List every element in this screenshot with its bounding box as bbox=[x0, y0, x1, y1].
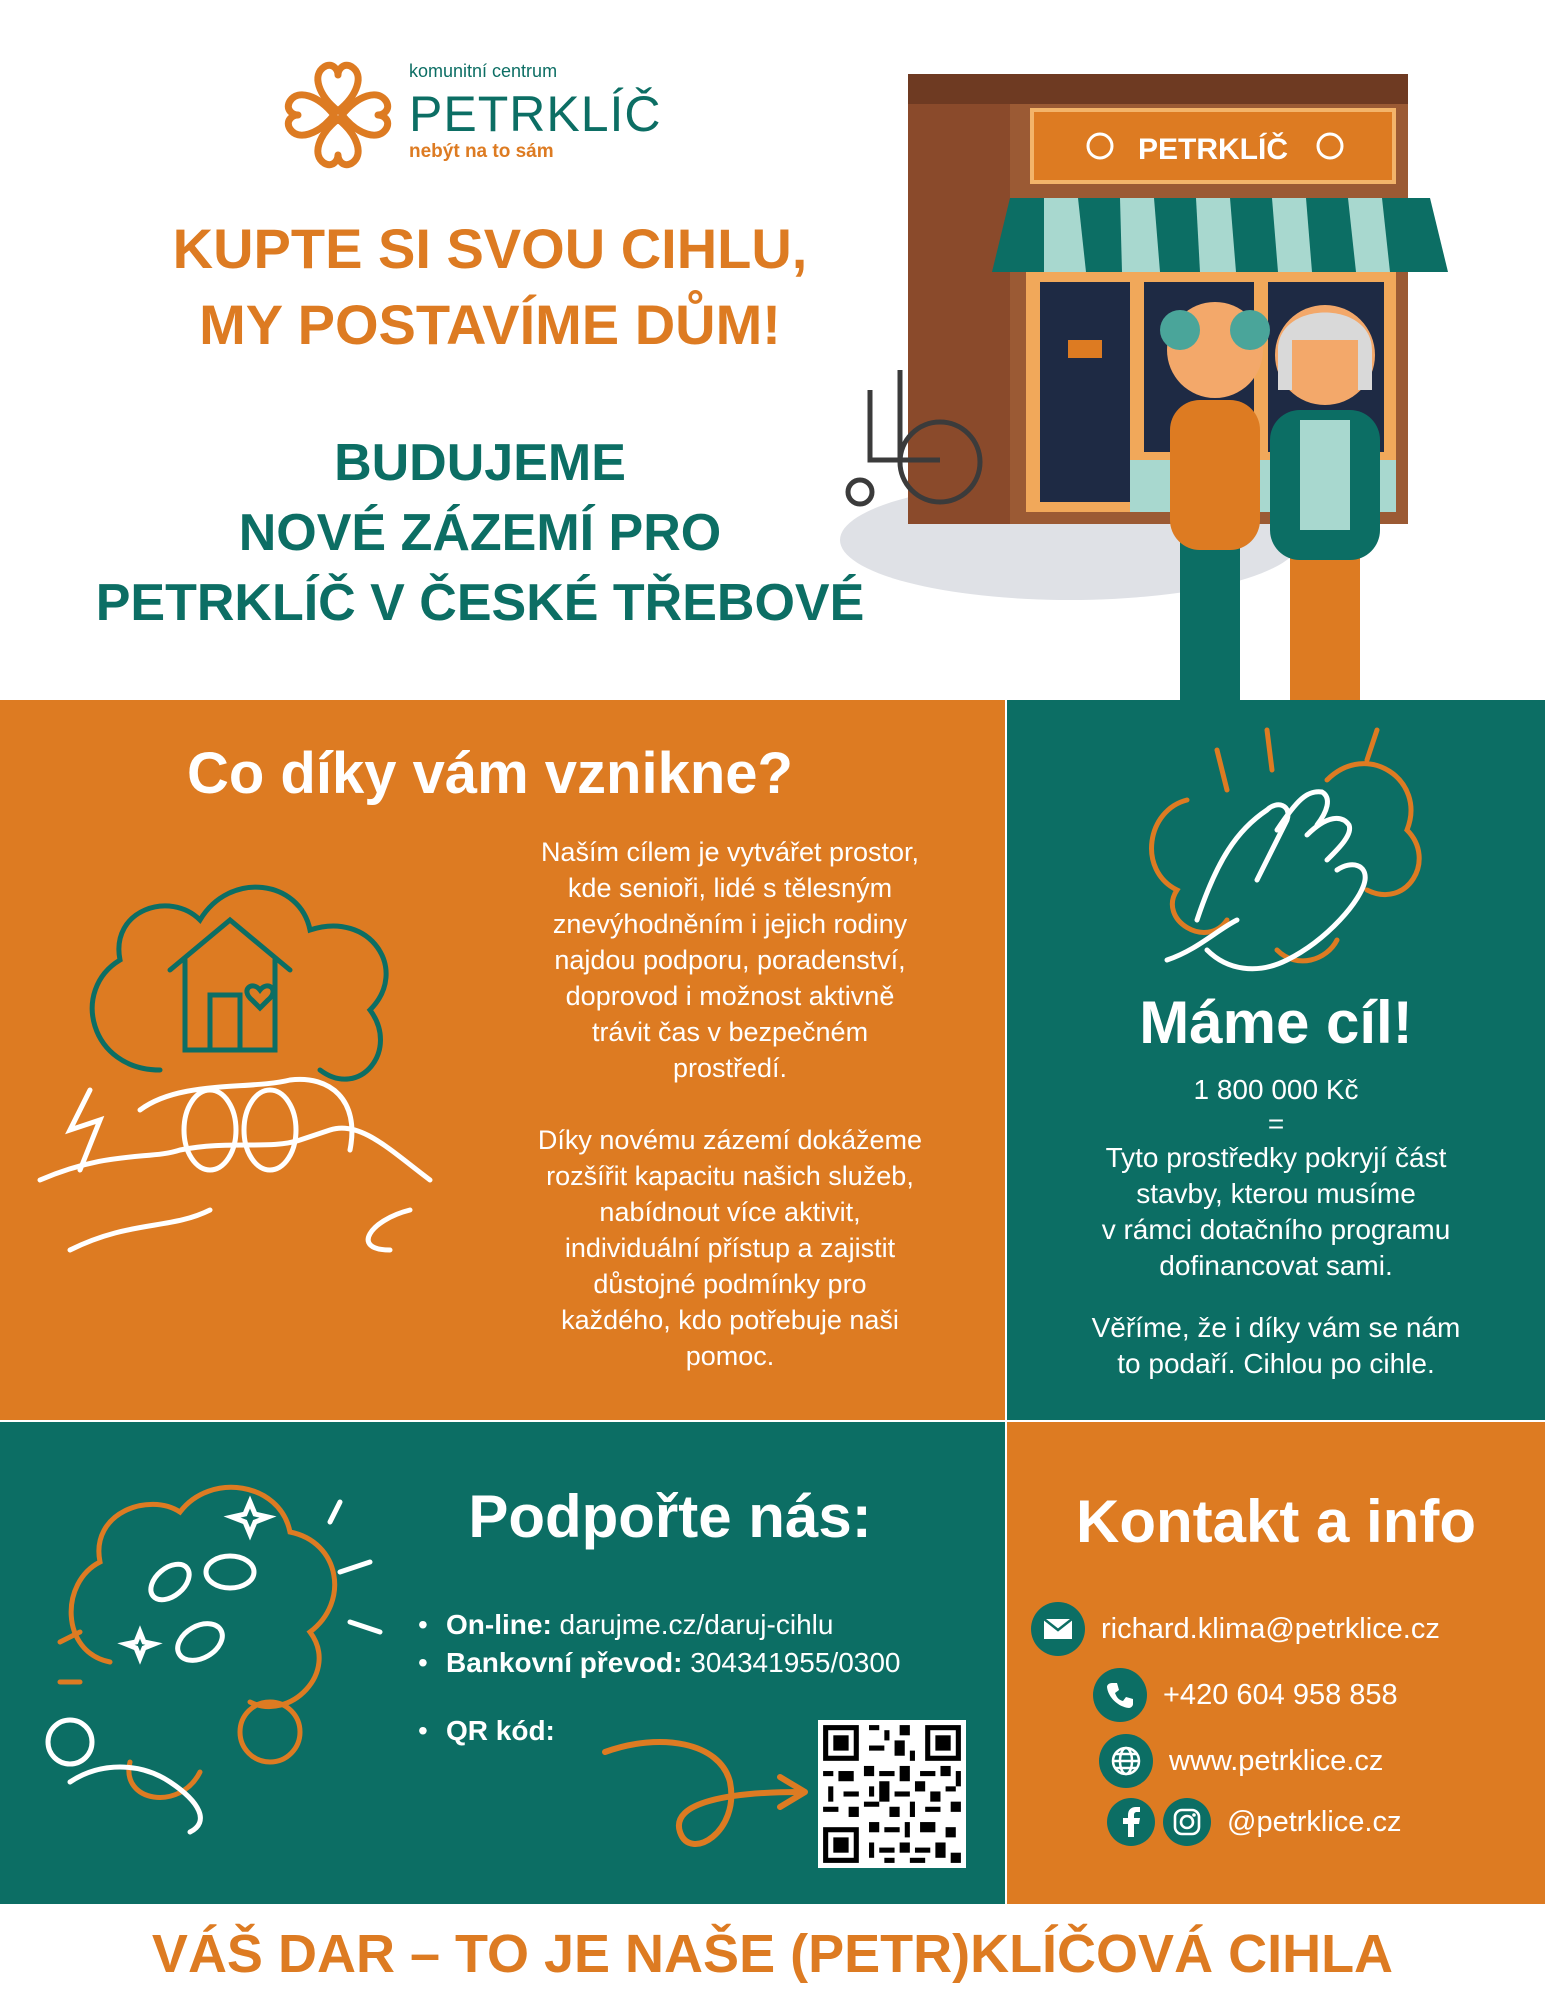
support-title: Podpořte nás: bbox=[468, 1483, 872, 1550]
headline-line-1: KUPTE SI SVOU CIHLU, bbox=[172, 217, 808, 280]
qr-code[interactable] bbox=[818, 1720, 966, 1868]
subheadline-line-2: NOVÉ ZÁZEMÍ PRO bbox=[238, 504, 722, 562]
logo-name: PETRKLÍČ bbox=[409, 86, 662, 142]
support-bank-row: • Bankovní převod: 304341955/0300 bbox=[418, 1644, 998, 1682]
bank-account-number: 304341955/0300 bbox=[690, 1647, 901, 1678]
support-online-row: • On-line: darujme.cz/daruj-cihlu bbox=[418, 1606, 998, 1644]
what-paragraph-2: Díky novému zázemí dokážeme rozšířit kapacitu našich služeb, nabídnout více aktivit, individuální přístup a zajistit důstojné podmínky pro každého, kdo potřebuje naši pomoc. bbox=[537, 1125, 923, 1371]
goal-text-1: Tyto prostředky pokryjí část stavby, kterou musíme v rámci dotačního programu dofinancovat sami. bbox=[1101, 1142, 1451, 1281]
contact-title: Kontakt a info bbox=[1076, 1488, 1476, 1555]
logo bbox=[278, 55, 662, 175]
footer-slogan: VÁŠ DAR – TO JE NAŠE (PETR)KLÍČOVÁ CIHLA bbox=[151, 1924, 1394, 1984]
contact-web-row[interactable] bbox=[1099, 1734, 1383, 1788]
goal-equals: = bbox=[1267, 1108, 1285, 1139]
house-in-hands-icon bbox=[30, 850, 470, 1270]
logo-top-line: komunitní centrum bbox=[409, 61, 558, 81]
facebook-icon[interactable] bbox=[1107, 1798, 1155, 1846]
goal-title: Máme cíl! bbox=[1139, 989, 1413, 1056]
contact-phone-row[interactable] bbox=[1093, 1668, 1398, 1722]
high-five-icon bbox=[1127, 720, 1447, 990]
contact-social-row[interactable] bbox=[1107, 1798, 1401, 1846]
storefront-illustration bbox=[800, 60, 1545, 700]
goal-text-2: Věříme, že i díky vám se nám to podaří. Cihlou po cihle. bbox=[1091, 1312, 1461, 1379]
arrow-icon bbox=[600, 1722, 810, 1872]
goal-panel bbox=[1007, 700, 1545, 1420]
what-title: Co díky vám vznikne? bbox=[187, 741, 793, 806]
support-list bbox=[418, 1606, 998, 1682]
contact-social[interactable]: @petrklice.cz bbox=[1227, 1805, 1402, 1838]
support-panel bbox=[0, 1422, 1005, 1904]
shop-sign-text: PETRKLÍČ bbox=[1138, 133, 1288, 166]
what-panel bbox=[0, 700, 1005, 1420]
support-qr-row: • QR kód: bbox=[418, 1712, 618, 1750]
logo-tagline: nebýt na to sám bbox=[409, 141, 554, 162]
headline-line-2: MY POSTAVÍME DŮM! bbox=[199, 293, 781, 356]
online-donation-link[interactable]: darujme.cz/daruj-cihlu bbox=[559, 1609, 834, 1640]
instagram-icon[interactable] bbox=[1163, 1798, 1211, 1846]
contact-phone[interactable]: +420 604 958 858 bbox=[1163, 1678, 1398, 1711]
contact-web[interactable]: www.petrklice.cz bbox=[1169, 1744, 1384, 1777]
goal-amount: 1 800 000 Kč bbox=[1193, 1074, 1359, 1105]
coins-in-hand-icon bbox=[40, 1462, 390, 1842]
contact-email-row[interactable] bbox=[1031, 1602, 1440, 1656]
subheadline-line-3: PETRKLÍČ V ČESKÉ TŘEBOVÉ bbox=[95, 574, 865, 632]
clover-logo-icon bbox=[278, 55, 398, 175]
contact-panel bbox=[1007, 1422, 1545, 1904]
globe-icon bbox=[1099, 1734, 1153, 1788]
phone-icon bbox=[1093, 1668, 1147, 1722]
contact-email[interactable]: richard.klima@petrklice.cz bbox=[1101, 1612, 1440, 1645]
subheadline-line-1: BUDUJEME bbox=[334, 434, 626, 492]
what-paragraph-1: Naším cílem je vytvářet prostor, kde senioři, lidé s tělesným znevýhodněním i jejich rodiny najdou podporu, poradenství, doprovod i možnost aktivně trávit čas v bezpečném prostředí. bbox=[540, 837, 920, 1083]
envelope-icon bbox=[1031, 1602, 1085, 1656]
